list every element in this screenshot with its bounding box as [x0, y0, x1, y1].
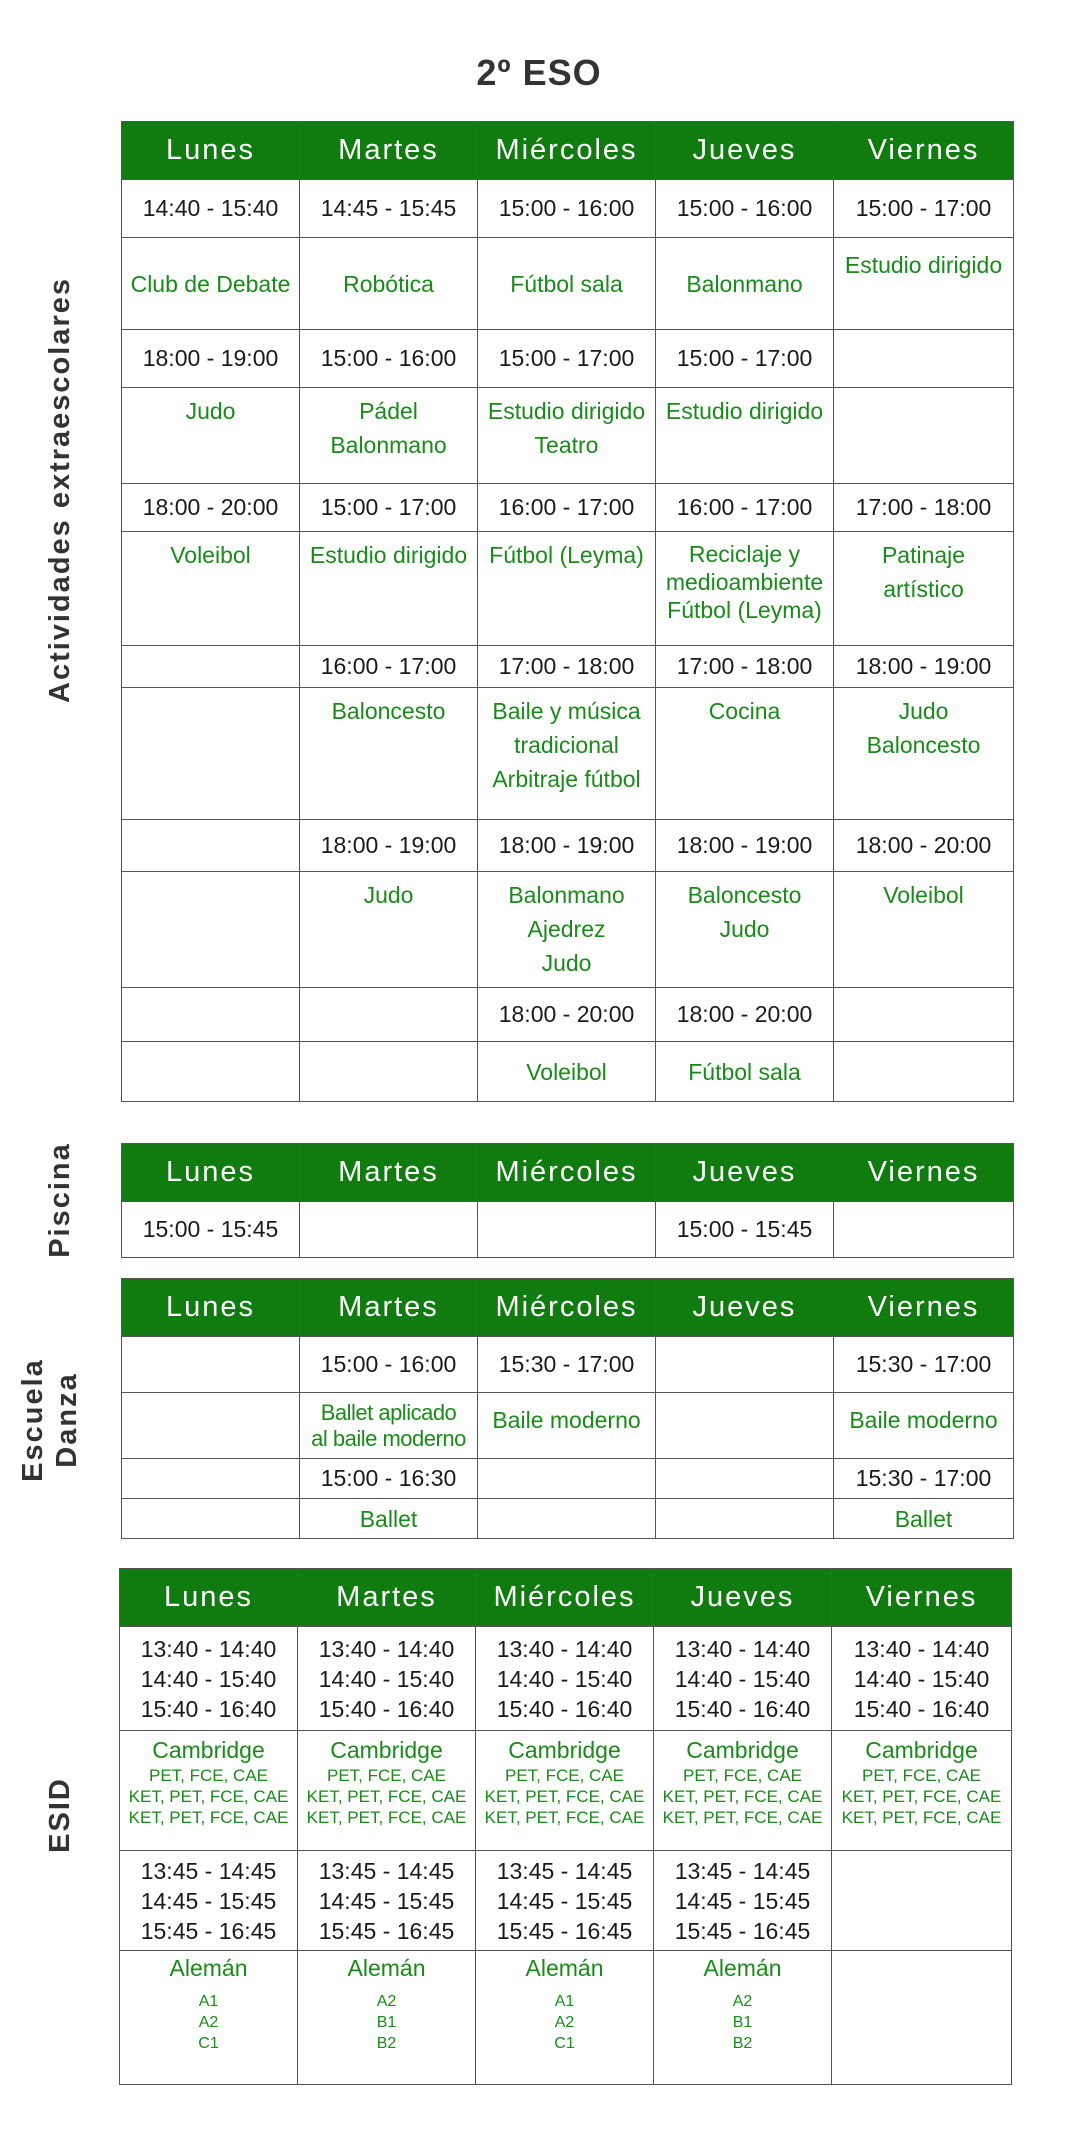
text-line: 15:40 - 16:40 [674, 1695, 811, 1722]
day-header: Miércoles [476, 1569, 654, 1627]
course-levels [654, 1991, 831, 2054]
danza-label-text: Escuela Danza [17, 1358, 83, 1482]
course-cell [298, 1951, 476, 2085]
text-line: 14:40 - 15:40 [496, 1665, 633, 1692]
activity-cell [834, 532, 1014, 646]
section-label-danza [10, 1355, 90, 1485]
day-header: Lunes [122, 122, 300, 180]
day-header: Lunes [122, 1279, 300, 1337]
day-header: Martes [298, 1569, 476, 1627]
page-title: 2º ESO [476, 52, 602, 93]
table-row [122, 484, 1014, 532]
text-line: Fútbol (Leyma) [489, 542, 644, 568]
time-cell: 15:00 - 17:00 [300, 484, 478, 532]
activity-cell [656, 1393, 834, 1459]
day-header: Viernes [832, 1569, 1012, 1627]
text-line: Balonmano [330, 432, 447, 458]
activity-cell [478, 1393, 656, 1459]
danza-table [121, 1278, 1014, 1539]
text-line: 14:45 - 15:45 [674, 1887, 811, 1914]
time-cell [122, 988, 300, 1042]
text-line: B1 [732, 2014, 753, 2031]
text-line: KET, PET, FCE, CAE [841, 1787, 1002, 1806]
activity-cell [300, 238, 478, 330]
day-header: Jueves [654, 1569, 832, 1627]
text-line: 15:40 - 16:40 [318, 1695, 455, 1722]
day-header-row [122, 122, 1014, 180]
text-line: Judo [541, 950, 592, 976]
day-header-row [122, 1279, 1014, 1337]
day-header: Miércoles [478, 122, 656, 180]
time-cell [654, 1627, 832, 1731]
text-line: Baile moderno [492, 1407, 641, 1433]
text-line: KET, PET, FCE, CAE [662, 1808, 823, 1827]
time-cell [476, 1627, 654, 1731]
activity-cell [122, 532, 300, 646]
table-row [120, 1851, 1012, 1951]
activity-cell [122, 872, 300, 988]
text-line: B2 [376, 2035, 397, 2052]
day-header: Viernes [834, 1144, 1014, 1202]
time-cell [298, 1851, 476, 1951]
time-cell [832, 1627, 1012, 1731]
text-line: KET, PET, FCE, CAE [306, 1787, 467, 1806]
activity-cell [478, 872, 656, 988]
text-line: tradicional [514, 732, 619, 758]
text-line: KET, PET, FCE, CAE [662, 1787, 823, 1806]
table-row [122, 688, 1014, 820]
time-cell: 18:00 - 20:00 [656, 988, 834, 1042]
activity-cell [300, 532, 478, 646]
time-cell: 16:00 - 17:00 [300, 646, 478, 688]
text-line: 14:40 - 15:40 [853, 1665, 990, 1692]
text-line: 14:40 - 15:40 [140, 1665, 277, 1692]
text-line: Fútbol (Leyma) [667, 597, 822, 623]
text-line: Club de Debate [130, 270, 291, 297]
time-cell [832, 1851, 1012, 1951]
time-cell [476, 1851, 654, 1951]
time-cell [300, 1202, 478, 1258]
activity-cell [834, 388, 1014, 484]
activity-cell [834, 1393, 1014, 1459]
activity-cell [834, 872, 1014, 988]
activity-cell [656, 532, 834, 646]
text-line: Arbitraje fútbol [492, 766, 641, 792]
text-line: C1 [198, 2035, 219, 2052]
time-cell: 17:00 - 18:00 [834, 484, 1014, 532]
time-cell [298, 1627, 476, 1731]
activity-cell: Ballet [300, 1499, 478, 1539]
text-line: A2 [732, 1993, 753, 2010]
activity-cell [834, 238, 1014, 330]
time-cell: 18:00 - 19:00 [656, 820, 834, 872]
text-line: Patinaje [881, 542, 966, 568]
activity-cell [656, 388, 834, 484]
course-levels [476, 1765, 653, 1828]
table-row [122, 532, 1014, 646]
course-name: Cambridge [686, 1737, 799, 1763]
time-cell [122, 1459, 300, 1499]
text-line: 15:40 - 16:40 [496, 1695, 633, 1722]
text-line: Reciclaje y [688, 541, 801, 567]
table-row [122, 1202, 1014, 1258]
course-name: Cambridge [152, 1737, 265, 1763]
text-line: Baile moderno [849, 1407, 998, 1433]
text-line: 13:45 - 14:45 [318, 1857, 455, 1884]
activity-cell [656, 238, 834, 330]
course-name: Alemán [525, 1955, 604, 1981]
time-cell: 15:00 - 16:00 [478, 180, 656, 238]
text-line: 15:45 - 16:45 [318, 1917, 455, 1944]
course-levels [120, 1991, 297, 2054]
day-header: Jueves [656, 122, 834, 180]
time-cell: 15:00 - 15:45 [656, 1202, 834, 1258]
time-cell [834, 988, 1014, 1042]
activity-cell [122, 1499, 300, 1539]
text-line: 14:45 - 15:45 [140, 1887, 277, 1914]
text-line: Baile y música [492, 698, 641, 724]
time-cell: 16:00 - 17:00 [656, 484, 834, 532]
text-line: Estudio dirigido [844, 252, 1003, 278]
text-line: Baloncesto [331, 698, 446, 724]
text-line: A1 [554, 1993, 575, 2010]
time-cell [654, 1851, 832, 1951]
text-line: PET, FCE, CAE [861, 1766, 982, 1785]
time-cell: 15:00 - 16:00 [300, 1337, 478, 1393]
time-cell: 18:00 - 19:00 [478, 820, 656, 872]
text-line: A2 [376, 1993, 397, 2010]
activity-cell [122, 1393, 300, 1459]
activity-cell [122, 388, 300, 484]
activity-cell [478, 1499, 656, 1539]
table-row [122, 1042, 1014, 1102]
activity-cell [300, 1393, 478, 1459]
activity-cell [834, 1042, 1014, 1102]
course-levels [298, 1765, 475, 1828]
table-row [122, 820, 1014, 872]
text-line: 15:40 - 16:40 [140, 1695, 277, 1722]
time-cell [656, 1459, 834, 1499]
table-row [120, 1731, 1012, 1851]
time-cell: 17:00 - 18:00 [656, 646, 834, 688]
text-line: A1 [198, 1993, 219, 2010]
text-line: 14:40 - 15:40 [318, 1665, 455, 1692]
text-line: 15:40 - 16:40 [853, 1695, 990, 1722]
text-line: C1 [554, 2035, 575, 2052]
text-line: Judo [185, 398, 236, 424]
table-row [122, 1499, 1014, 1539]
course-name: Alemán [703, 1955, 782, 1981]
course-cell [120, 1731, 298, 1851]
table-row [122, 1459, 1014, 1499]
esid-table [119, 1568, 1012, 2085]
text-line: PET, FCE, CAE [326, 1766, 447, 1785]
table-row [122, 646, 1014, 688]
table-row [120, 1951, 1012, 2085]
section-label-esid: ESID [44, 1777, 76, 1853]
activity-cell [478, 688, 656, 820]
text-line: Balonmano [686, 270, 803, 297]
text-line: KET, PET, FCE, CAE [306, 1808, 467, 1827]
time-cell: 14:45 - 15:45 [300, 180, 478, 238]
day-header-row [122, 1144, 1014, 1202]
day-header: Martes [300, 122, 478, 180]
course-cell [476, 1951, 654, 2085]
time-cell [122, 646, 300, 688]
text-line: A2 [554, 2014, 575, 2031]
course-levels [476, 1991, 653, 2054]
activity-cell [656, 1499, 834, 1539]
time-cell [834, 330, 1014, 388]
day-header: Lunes [122, 1144, 300, 1202]
day-header: Miércoles [478, 1144, 656, 1202]
time-cell: 15:30 - 17:00 [834, 1459, 1014, 1499]
course-levels [298, 1991, 475, 2054]
course-levels [832, 1765, 1011, 1828]
course-name: Cambridge [330, 1737, 443, 1763]
time-cell: 18:00 - 20:00 [122, 484, 300, 532]
course-cell [476, 1731, 654, 1851]
course-cell [120, 1951, 298, 2085]
time-cell: 15:00 - 16:00 [656, 180, 834, 238]
text-line: 14:45 - 15:45 [318, 1887, 455, 1914]
text-line: artístico [883, 576, 964, 602]
text-line: 15:45 - 16:45 [496, 1917, 633, 1944]
text-line: 13:45 - 14:45 [674, 1857, 811, 1884]
activity-cell [834, 688, 1014, 820]
course-name: Alemán [347, 1955, 426, 1981]
time-cell: 15:00 - 17:00 [656, 330, 834, 388]
text-line: PET, FCE, CAE [682, 1766, 803, 1785]
activity-cell [656, 1042, 834, 1102]
text-line: Estudio dirigido [487, 398, 646, 424]
section-label-extraescolares: Actividades extraescolares [44, 277, 76, 703]
text-line: Voleibol [883, 882, 964, 908]
table-row [122, 1337, 1014, 1393]
text-line: Estudio dirigido [309, 542, 468, 568]
text-line: medioambiente [665, 569, 824, 595]
time-cell [122, 820, 300, 872]
text-line: Fútbol sala [510, 270, 623, 297]
text-line: al baile moderno [311, 1425, 466, 1451]
day-header: Jueves [656, 1279, 834, 1337]
course-cell [832, 1951, 1012, 2085]
text-line: Baloncesto [687, 882, 802, 908]
text-line: PET, FCE, CAE [148, 1766, 269, 1785]
time-cell: 18:00 - 20:00 [478, 988, 656, 1042]
activity-cell [478, 238, 656, 330]
text-line: Pádel [359, 398, 418, 424]
text-line: KET, PET, FCE, CAE [484, 1808, 645, 1827]
course-name: Cambridge [508, 1737, 621, 1763]
text-line: Cocina [708, 698, 781, 724]
table-row [120, 1627, 1012, 1731]
day-header: Lunes [120, 1569, 298, 1627]
text-line: Robótica [343, 270, 434, 297]
time-cell: 15:30 - 17:00 [478, 1337, 656, 1393]
text-line: A2 [198, 2014, 219, 2031]
time-cell: 17:00 - 18:00 [478, 646, 656, 688]
text-line: PET, FCE, CAE [504, 1766, 625, 1785]
time-cell [656, 1337, 834, 1393]
course-levels [120, 1765, 297, 1828]
text-line: Balonmano [508, 882, 625, 908]
day-header: Viernes [834, 122, 1014, 180]
activity-cell [300, 872, 478, 988]
time-cell [122, 1337, 300, 1393]
time-cell: 15:00 - 17:00 [478, 330, 656, 388]
course-name: Cambridge [865, 1737, 978, 1763]
text-line: 13:45 - 14:45 [140, 1857, 277, 1884]
time-cell [120, 1627, 298, 1731]
time-cell [120, 1851, 298, 1951]
text-line: Judo [719, 916, 770, 942]
course-cell [832, 1731, 1012, 1851]
activity-cell [300, 688, 478, 820]
activity-cell [122, 688, 300, 820]
time-cell [834, 1202, 1014, 1258]
text-line: Voleibol [526, 1058, 607, 1085]
time-cell: 15:00 - 16:30 [300, 1459, 478, 1499]
course-levels [654, 1765, 831, 1828]
time-cell: 16:00 - 17:00 [478, 484, 656, 532]
course-name: Alemán [169, 1955, 248, 1981]
text-line: 13:40 - 14:40 [496, 1635, 633, 1662]
time-cell: 18:00 - 19:00 [122, 330, 300, 388]
section-label-piscina: Piscina [44, 1142, 76, 1258]
time-cell: 18:00 - 19:00 [300, 820, 478, 872]
text-line: B1 [376, 2014, 397, 2031]
time-cell: 18:00 - 20:00 [834, 820, 1014, 872]
time-cell: 15:00 - 16:00 [300, 330, 478, 388]
text-line: 13:40 - 14:40 [853, 1635, 990, 1662]
text-line: Fútbol sala [688, 1058, 801, 1085]
activity-cell [478, 1042, 656, 1102]
table-row [122, 388, 1014, 484]
time-cell [478, 1202, 656, 1258]
time-cell: 18:00 - 19:00 [834, 646, 1014, 688]
activity-cell [300, 388, 478, 484]
time-cell [300, 988, 478, 1042]
text-line: KET, PET, FCE, CAE [128, 1787, 289, 1806]
text-line: 13:40 - 14:40 [674, 1635, 811, 1662]
extraescolares-table [121, 121, 1014, 1102]
time-cell: 15:30 - 17:00 [834, 1337, 1014, 1393]
text-line: 13:40 - 14:40 [318, 1635, 455, 1662]
text-line: KET, PET, FCE, CAE [128, 1808, 289, 1827]
table-row [122, 872, 1014, 988]
text-line: Ballet aplicado [320, 1399, 457, 1425]
course-cell [298, 1731, 476, 1851]
activity-cell [478, 532, 656, 646]
table-row [122, 988, 1014, 1042]
table-row [122, 180, 1014, 238]
text-line: 15:45 - 16:45 [674, 1917, 811, 1944]
text-line: Ajedrez [527, 916, 606, 942]
day-header: Viernes [834, 1279, 1014, 1337]
text-line: Judo [898, 698, 949, 724]
day-header: Miércoles [478, 1279, 656, 1337]
text-line: 15:45 - 16:45 [140, 1917, 277, 1944]
text-line: Judo [363, 882, 414, 908]
text-line: Voleibol [170, 542, 251, 568]
time-cell: 14:40 - 15:40 [122, 180, 300, 238]
piscina-table [121, 1143, 1014, 1258]
text-line: 14:45 - 15:45 [496, 1887, 633, 1914]
day-header: Martes [300, 1144, 478, 1202]
text-line: 14:40 - 15:40 [674, 1665, 811, 1692]
table-row [122, 238, 1014, 330]
text-line: Baloncesto [866, 732, 981, 758]
activity-cell [122, 238, 300, 330]
table-row [122, 1393, 1014, 1459]
text-line: 13:45 - 14:45 [496, 1857, 633, 1884]
course-cell [654, 1731, 832, 1851]
course-cell [654, 1951, 832, 2085]
activity-cell [478, 388, 656, 484]
activity-cell [656, 688, 834, 820]
activity-cell [656, 872, 834, 988]
text-line: 13:40 - 14:40 [140, 1635, 277, 1662]
text-line: B2 [732, 2035, 753, 2052]
day-header: Jueves [656, 1144, 834, 1202]
activity-cell: Ballet [834, 1499, 1014, 1539]
time-cell: 15:00 - 17:00 [834, 180, 1014, 238]
activity-cell [300, 1042, 478, 1102]
day-header: Martes [300, 1279, 478, 1337]
day-header-row [120, 1569, 1012, 1627]
table-row [122, 330, 1014, 388]
text-line: Teatro [534, 432, 599, 458]
text-line: KET, PET, FCE, CAE [841, 1808, 1002, 1827]
text-line: KET, PET, FCE, CAE [484, 1787, 645, 1806]
text-line: Estudio dirigido [665, 398, 824, 424]
time-cell: 15:00 - 15:45 [122, 1202, 300, 1258]
time-cell [478, 1459, 656, 1499]
activity-cell [122, 1042, 300, 1102]
